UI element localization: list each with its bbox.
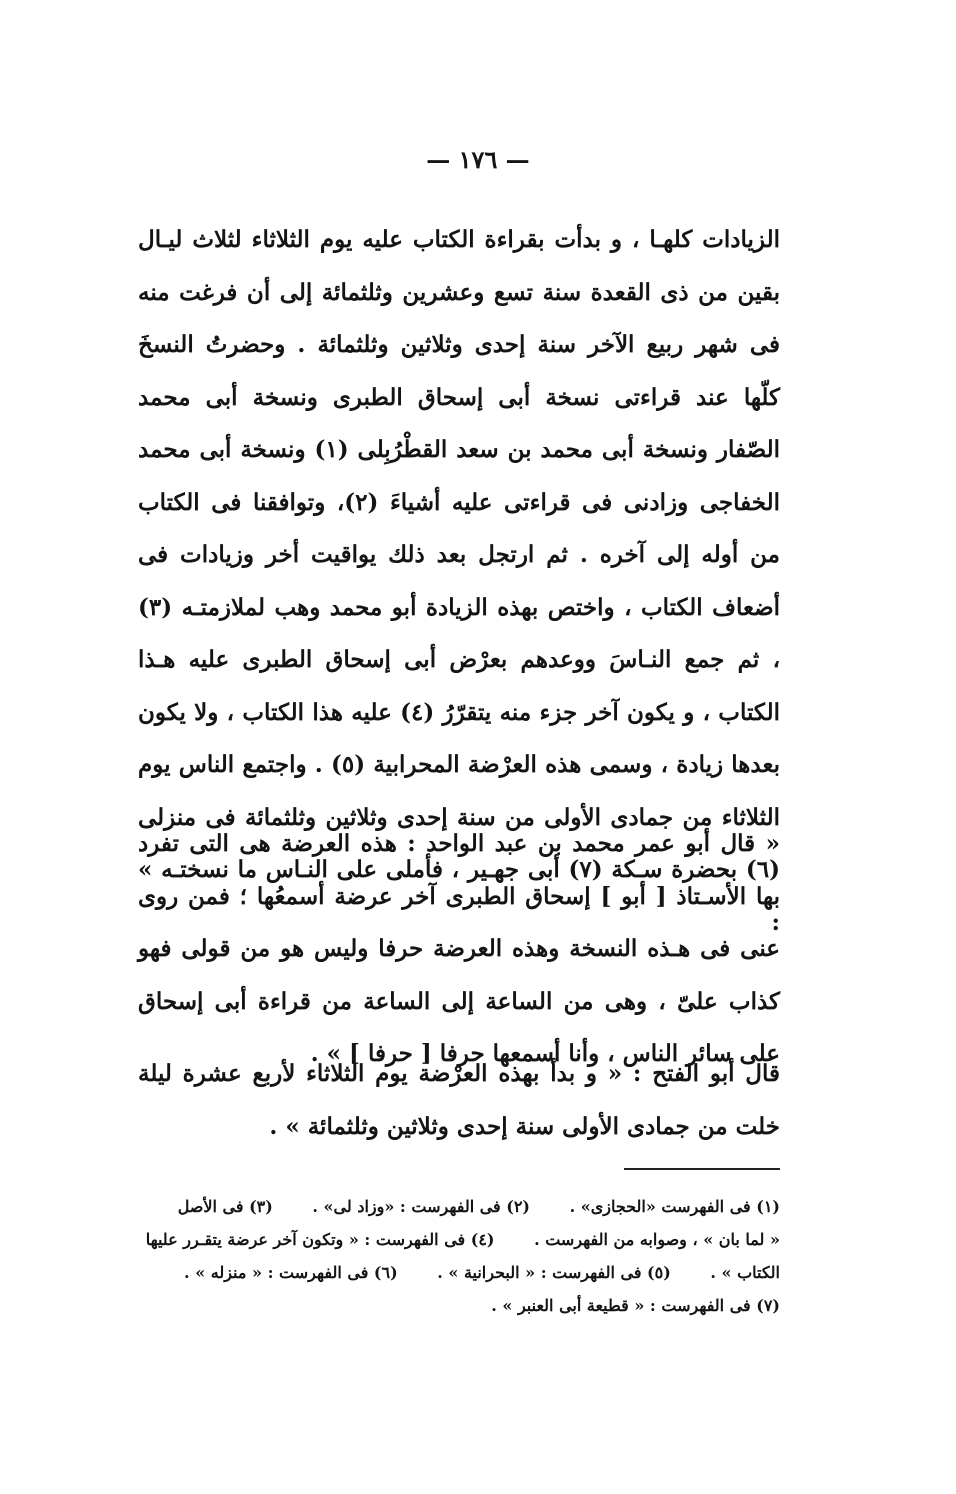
footnote-divider — [624, 1168, 780, 1170]
footnote-2: (٢) فى الفهرست : «وزاد لى» . — [312, 1197, 530, 1216]
footnote-line-4 — [138, 1289, 780, 1322]
footnote-1: (١) فى الفهرست «الحجازى» . — [569, 1197, 780, 1216]
footnote-6: (٦) فى الفهرست : « منزله » . — [184, 1263, 398, 1282]
footnote-7: (٧) فى الفهرست : « قطيعة أبى العنبر » . — [491, 1296, 780, 1315]
paragraph-3 — [138, 1048, 780, 1153]
footnote-3: (٣) فى الأصل — [177, 1197, 273, 1216]
paragraph-3-text: قال أبو الفتح : « و بدأ بهذه العرْضة يوم الثلاثاء لأربع عشرة ليلة خلت من جمادى الأولى سنة إحدى وثلاثين وثلثمائة » . — [138, 1060, 780, 1140]
footnote-line-2 — [138, 1223, 780, 1256]
paragraph-1-text: الزيادات كلهـا ، و بدأت بقراءة الكتاب عليه يوم الثلاثاء لثلاث ليـال بقين من ذى القعدة سنة تسع وعشرين وثلثمائة إلى أن فرغت منه فى شهر ربيع الآخر سنة إحدى وثلاثين وثلثمائة . وحضرتُ النسخَ كلّها عند قراءتى نسخة أبى إسحاق الطبرى ونسخة أبى محمد الصّفار ونسخة أبى محمد بن سعد القطْرُبِلى (١) ونسخة أبى محمد الخفاجى وزادنى فى قراءتى عليه أشياءَ (٢)، وتوافقنا فى الكتاب من أوله إلى آخره . ثم ارتجل بعد ذلك يواقيت أخر وزيادات فى أضعاف الكتاب ، واختص بهذه الزيادة أبو محمد وهب لملازمتـه (٣) ، ثم جمع النـاسَ ووعدهم بعرْض أبى إسحاق الطبرى عليه هـذا الكتاب ، و يكون آخر جزء منه يتقرّرُ (٤) عليه هذا الكتاب ، ولا يكون بعدها زيادة ، وسمى هذه العرْضة المحرابية (٥) . واجتمع الناس يوم الثلاثاء من جمادى الأولى من سنة إحدى وثلاثين وثلثمائة فى منزلى (٦) بحضرة سـكة (٧) أبى جهـير ، فأملى على النـاس ما نسختـه » : — [138, 226, 781, 936]
paragraph-2 — [138, 818, 780, 1081]
footnote-line-1 — [138, 1190, 780, 1223]
footnote-4-continued: الكتاب » . — [710, 1263, 780, 1282]
footnote-4: (٤) فى الفهرست : « وتكون آخر عرضة يتقـرر عليها — [145, 1230, 495, 1249]
paragraph-2-text: « قال أبو عمر محمد بن عبد الواحد : هذه العرضة هى التى تفرد بها الأسـتاذ [ أبو ] إسحاق الطبرى آخر عرضة أسمعُها ؛ فمن روى عنى فى هـذه النسخة وهذه العرضة حرفا وليس هو من قولى فهو كذاب علىّ ، وهى من الساعة إلى الساعة من قراءة أبى إسحاق على سائر الناس ، وأنا أسمعها حرفا [ حرفا ] » . — [138, 830, 780, 1067]
footnote-3-continued: « لما بان » ، وصوابه من الفهرست . — [534, 1230, 780, 1249]
footnote-line-3 — [138, 1256, 780, 1289]
footnotes — [138, 1190, 780, 1322]
page-number: — ١٧٦ — — [426, 145, 530, 174]
footnote-5: (٥) فى الفهرست : « البحرانية » . — [437, 1263, 671, 1282]
